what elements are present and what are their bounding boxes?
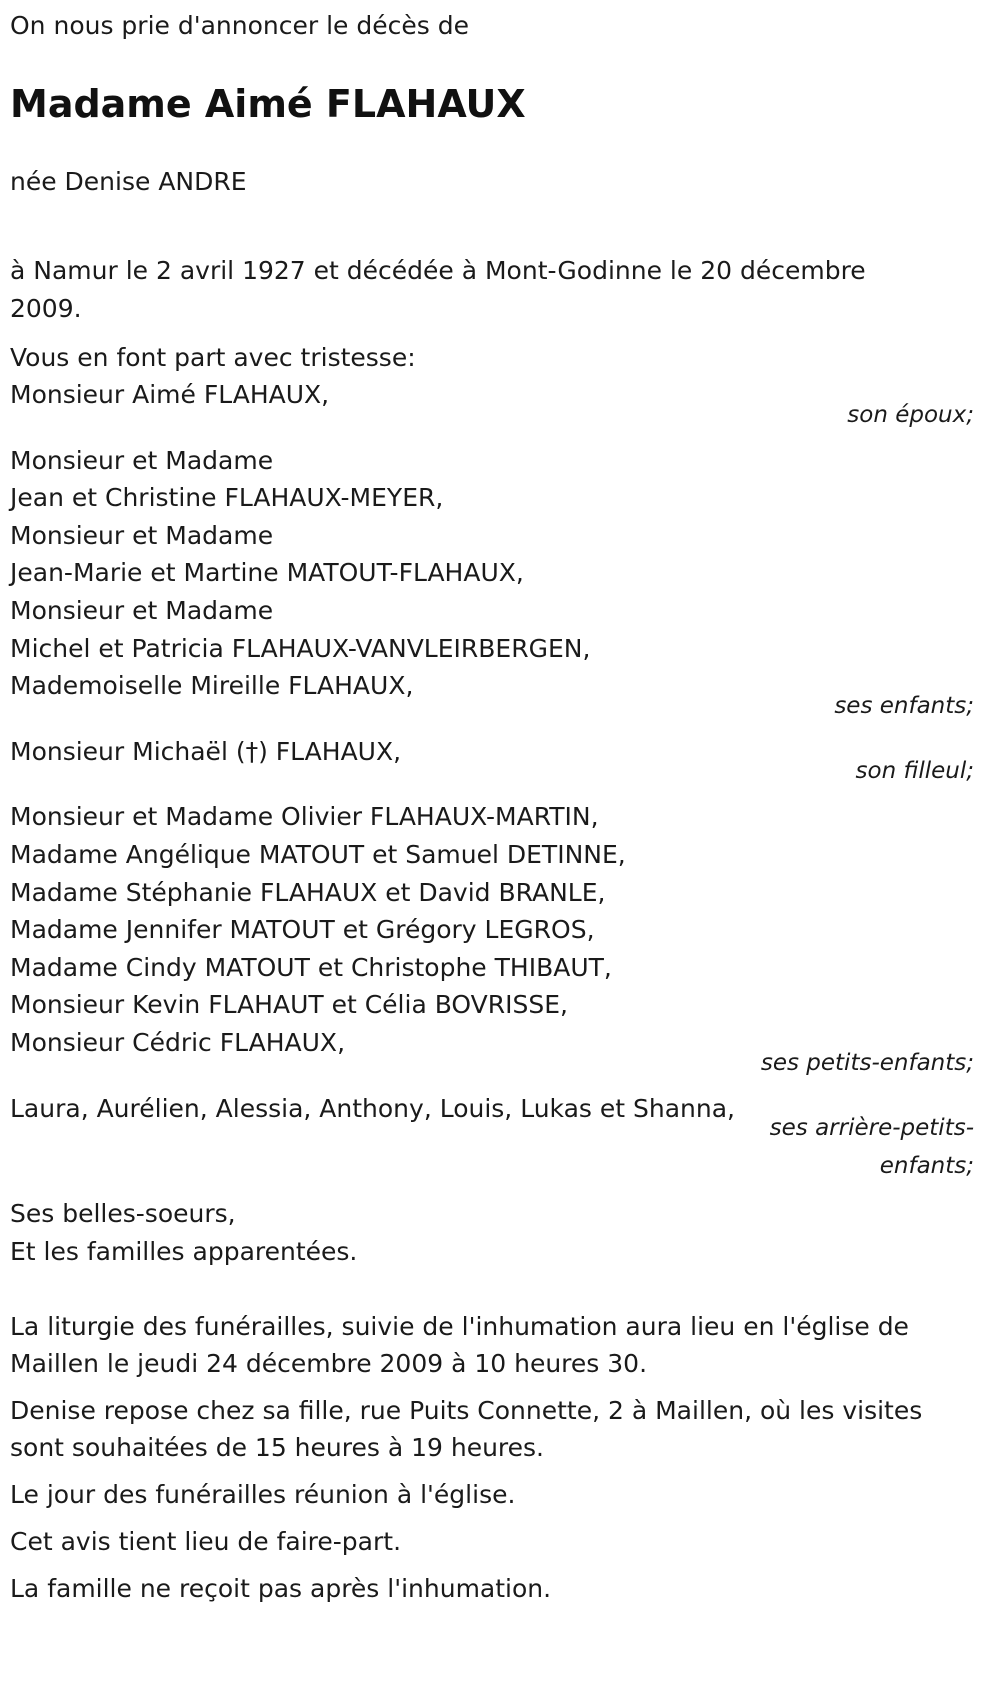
relation-label: son filleul; [855, 758, 974, 785]
intro-text: On nous prie d'annoncer le décès de [10, 11, 469, 40]
family-member: Madame Stéphanie FLAHAUX et David BRANLE, [10, 877, 606, 907]
family-member: Mademoiselle Mireille FLAHAUX, [10, 671, 414, 701]
family-member: Monsieur et Madame [10, 520, 274, 550]
meeting-info: Le jour des funérailles réunion à l'église. [10, 1480, 516, 1510]
notice-info: Cet avis tient lieu de faire-part. [10, 1527, 402, 1557]
family-member: Madame Jennifer MATOUT et Grégory LEGROS, [10, 915, 595, 945]
family-intro: Vous en font part avec tristesse: [10, 343, 416, 372]
funeral-info: La liturgie des funérailles, suivie de l'inhumation aura lieu en l'église de Maillen le jeudi 24 décembre 2009 à 10 heures 30. [10, 1312, 909, 1379]
family-member: Madame Cindy MATOUT et Christophe THIBAUT, [10, 952, 612, 982]
relation-label: son époux; [847, 401, 974, 428]
family-member: Monsieur et Madame [10, 445, 274, 475]
family-member: Monsieur et Madame [10, 595, 274, 625]
family-member: Michel et Patricia FLAHAUX-VANVLEIRBERGEN, [10, 633, 591, 663]
extended-family [10, 1195, 990, 1270]
birth-death-info: à Namur le 2 avril 1927 et décédée à Mont-Godinne le 20 décembre 2009. [10, 256, 866, 323]
reception-info: La famille ne reçoit pas après l'inhumation. [10, 1574, 552, 1604]
family-group-spouse [10, 376, 990, 432]
extended-family-line: Ses belles-soeurs, [10, 1199, 236, 1229]
family-member: Jean-Marie et Martine MATOUT-FLAHAUX, [10, 558, 524, 588]
family-group-children [10, 442, 990, 723]
family-member: Monsieur Michaël (†) FLAHAUX, [10, 736, 402, 766]
family-member: Laura, Aurélien, Alessia, Anthony, Louis, Lukas et Shanna, [10, 1093, 735, 1123]
maiden-name: née Denise ANDRE [10, 167, 247, 196]
visitation-info: Denise repose chez sa fille, rue Puits Connette, 2 à Maillen, où les visites sont souhaitées de 15 heures à 19 heures. [10, 1396, 923, 1463]
family-member: Jean et Christine FLAHAUX-MEYER, [10, 483, 444, 513]
family-group-great-grandchildren [10, 1090, 990, 1186]
family-group-grandchildren [10, 798, 990, 1079]
deceased-name: Madame Aimé FLAHAUX [10, 82, 526, 126]
family-member: Madame Angélique MATOUT et Samuel DETINNE, [10, 839, 626, 869]
family-member: Monsieur Aimé FLAHAUX, [10, 380, 330, 409]
family-member: Monsieur Kevin FLAHAUT et Célia BOVRISSE, [10, 990, 568, 1020]
relation-label: ses enfants; [834, 692, 974, 719]
family-member: Monsieur et Madame Olivier FLAHAUX-MARTIN, [10, 802, 599, 832]
family-group-godson [10, 733, 990, 789]
extended-family-line: Et les familles apparentées. [10, 1236, 358, 1266]
family-member: Monsieur Cédric FLAHAUX, [10, 1027, 346, 1057]
relation-label: ses arrière-petits-enfants; [769, 1115, 974, 1180]
relation-label: ses petits-enfants; [760, 1049, 974, 1076]
